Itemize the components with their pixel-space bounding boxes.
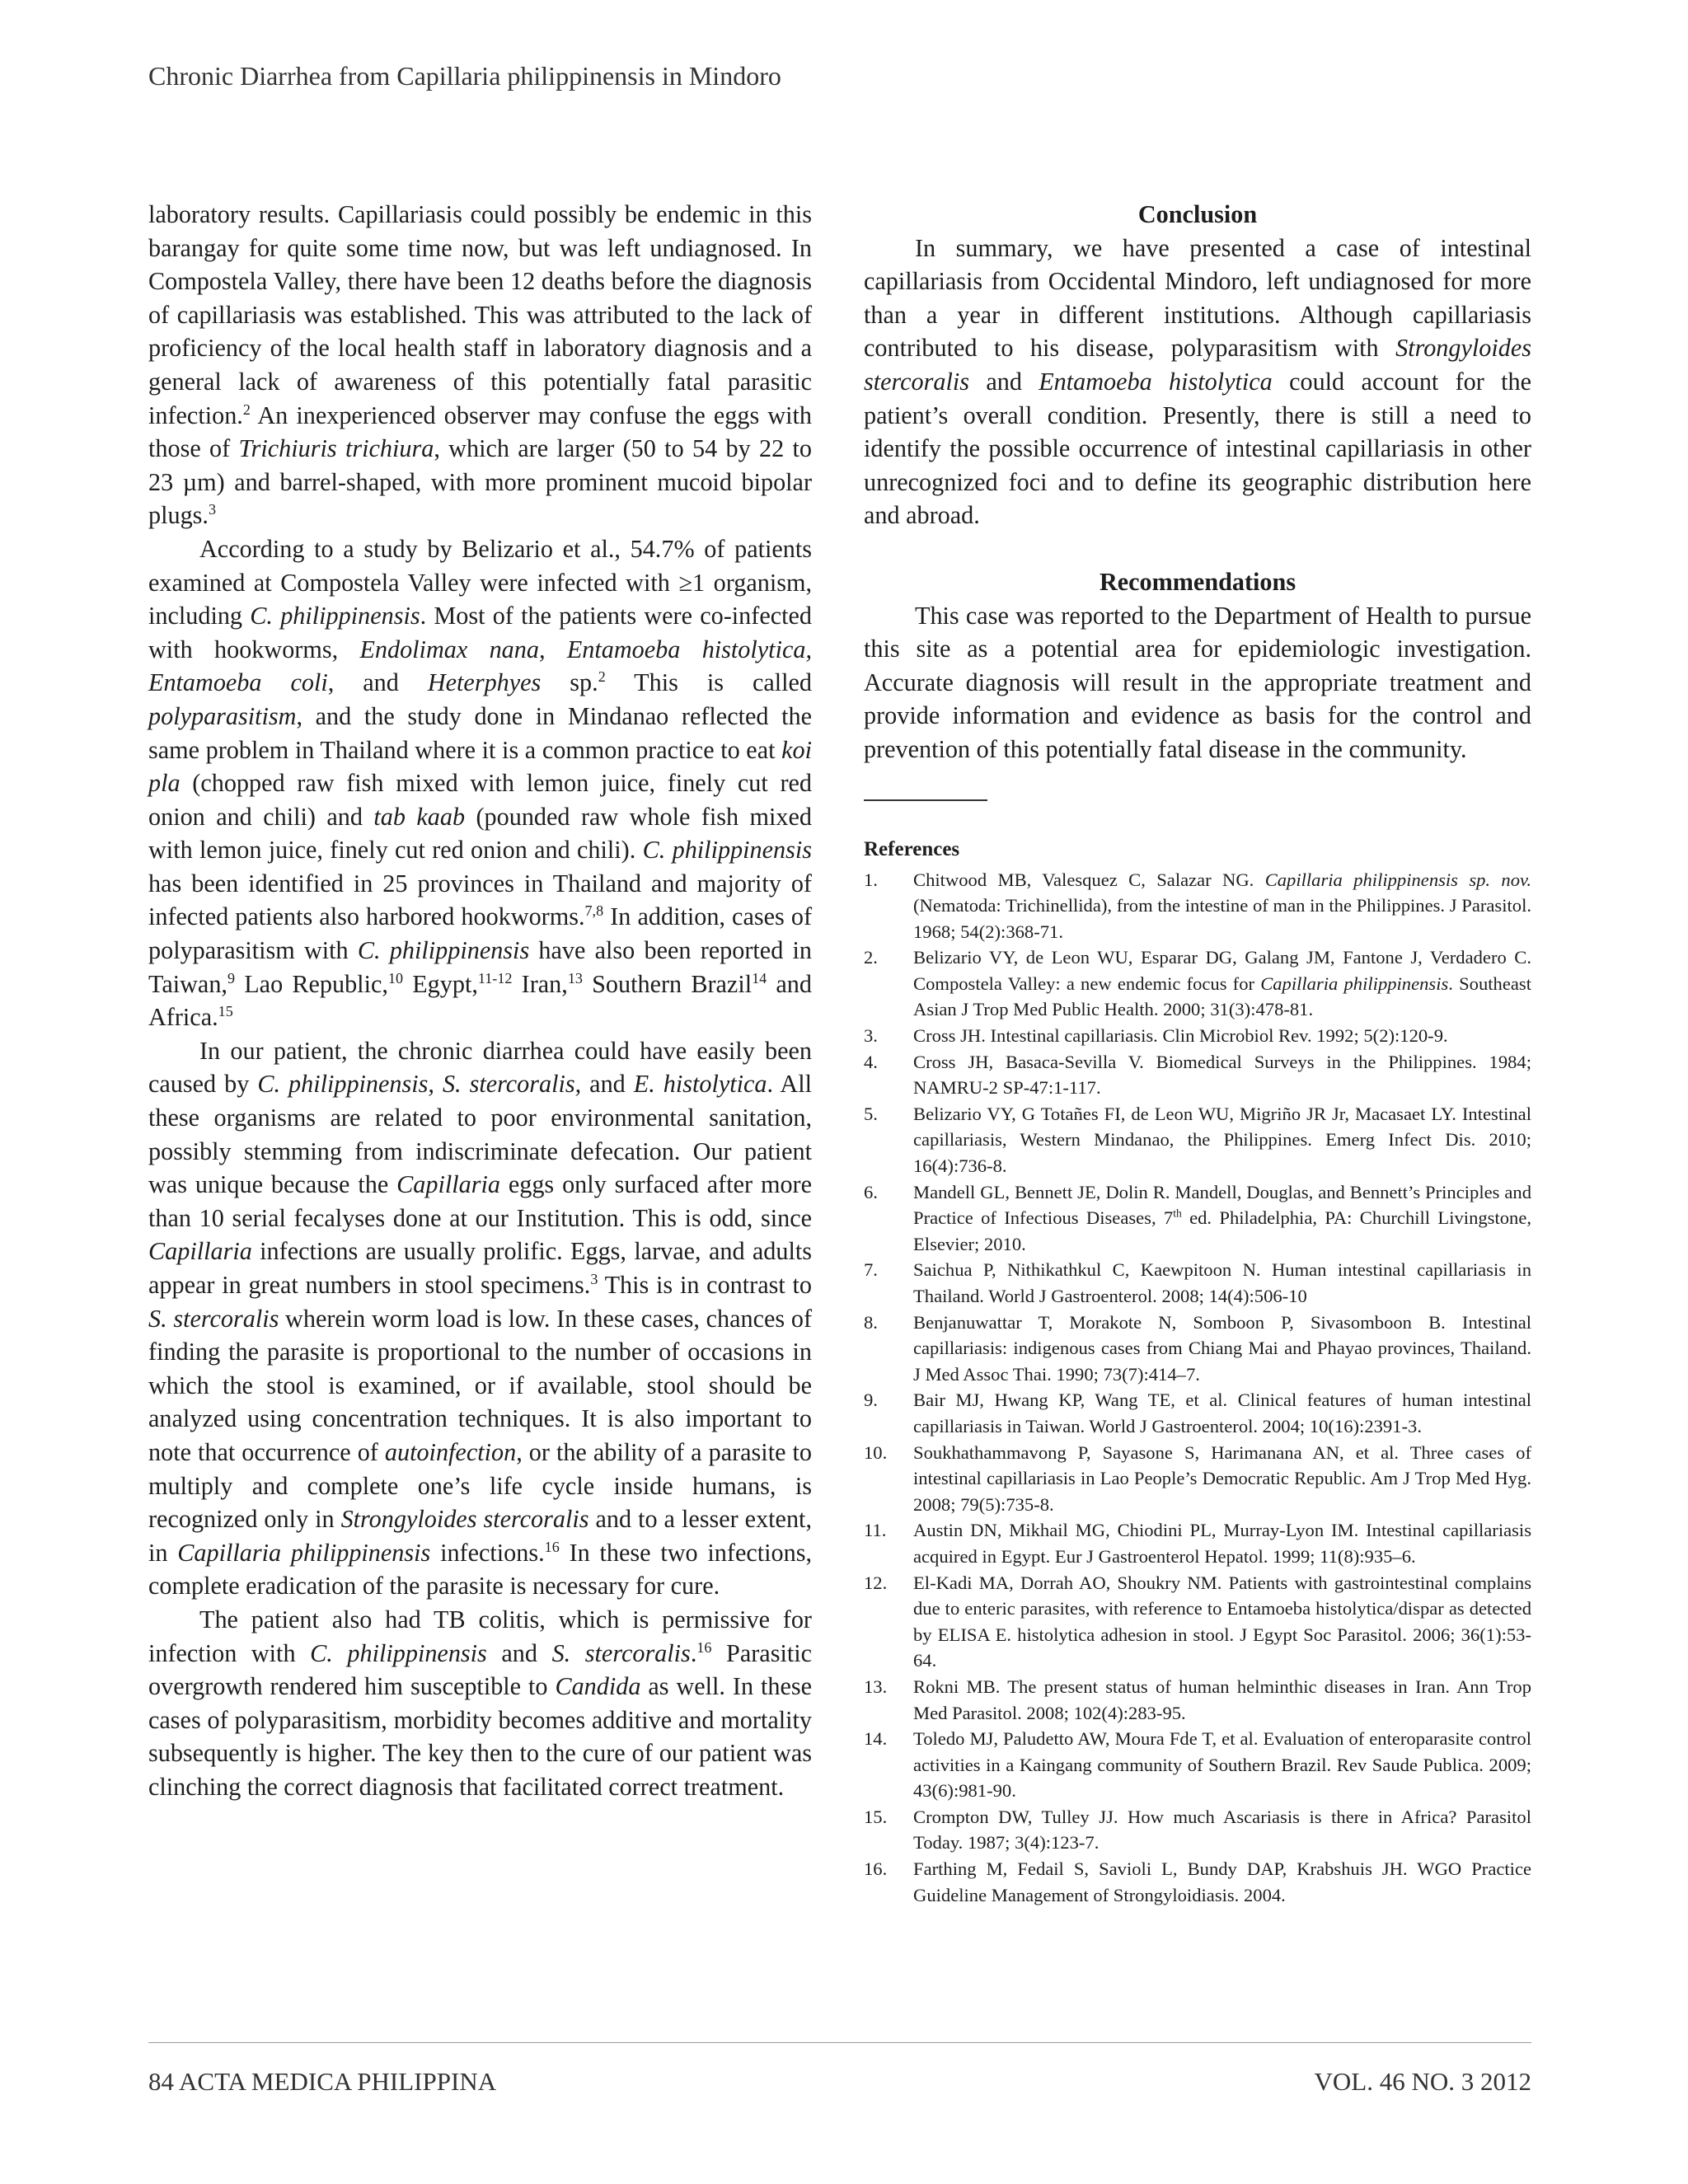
reference-item: 13. Rokni MB. The present status of human helminthic diseases in Iran. Ann Trop Med Parasitol. 2008; 102(4):283-95.: [864, 1674, 1531, 1726]
body-paragraph: The patient also had TB colitis, which is permissive for infection with C. philippinensis and S. stercoralis.$^{16}$ Parasitic overgrowth rendered him susceptible to Candida as well. In these cases of polyparasitism, morbidity becomes additive and mortality subsequently is higher. The key then to the cure of our patient was clinching the correct diagnosis that facilitated correct treatment.: [148, 1605, 812, 1801]
reference-number: 1.: [864, 869, 878, 890]
reference-item: 14. Toledo MJ, Paludetto AW, Moura Fde T, et al. Evaluation of enteroparasite control activities in a Kaingang community of Southern Brazil. Rev Saude Publica. 2009; 43(6):981-90.: [864, 1726, 1531, 1804]
reference-item: 15. Crompton DW, Tulley JJ. How much Ascariasis is there in Africa? Parasitol Today. 1987; 3(4):123-7.: [864, 1804, 1531, 1856]
reference-item: 7. Saichua P, Nithikathkul C, Kaewpitoon N. Human intestinal capillariasis in Thailand. World J Gastroenterol. 2008; 14(4):506-10: [864, 1257, 1531, 1309]
footnote-rule: [864, 799, 987, 801]
reference-number: 2.: [864, 947, 878, 968]
reference-number: 14.: [864, 1728, 888, 1750]
reference-item: 8. Benjanuwattar T, Morakote N, Somboon P, Sivasomboon B. Intestinal capillariasis: indigenous cases from Chiang Mai and Phayao provinces, Thailand. J Med Assoc Thai. 1990; 73(7):414–7.: [864, 1310, 1531, 1388]
reference-item: 12. El-Kadi MA, Dorrah AO, Shoukry NM. Patients with gastrointestinal complains due to enteric parasites, with reference to Entamoeba histolytica/dispar as detected by ELISA E. histolytica adhesion in stool. J Egypt Soc Parasitol. 2006; 36(1):53-64.: [864, 1570, 1531, 1674]
reference-number: 15.: [864, 1806, 888, 1827]
reference-number: 13.: [864, 1675, 888, 1697]
reference-item: 4. Cross JH, Basaca-Sevilla V. Biomedical Surveys in the Philippines. 1984; NAMRU-2 SP-47:1-117.: [864, 1049, 1531, 1101]
reference-item: 10. Soukhathammavong P, Sayasone S, Harimanana AN, et al. Three cases of intestinal capillariasis in Lao People’s Democratic Republic. Am J Trop Med Hyg. 2008; 79(5):735-8.: [864, 1440, 1531, 1518]
reference-item: 9. Bair MJ, Hwang KP, Wang TE, et al. Clinical features of human intestinal capillariasis in Taiwan. World J Gastroenterol. 2004; 10(16):2391-3.: [864, 1387, 1531, 1439]
reference-number: 9.: [864, 1390, 878, 1411]
body-paragraph: In our patient, the chronic diarrhea could have easily been caused by C. philippinensis, S. stercoralis, and E. histolytica. All these organisms are related to poor environmental sanitation, possibly stemming from indiscriminate defecation. Our patient was unique because the Capillaria eggs only surfaced after more than 10 serial fecalyses done at our Institution. This is odd, since Capillaria infections are usually prolific. Eggs, larvae, and adults appear in great numbers in stool specimens.$^3$ This is in contrast to S. stercoralis wherein worm load is low. In these cases, chances of finding the parasite is proportional to the number of occasions in which the stool is examined, or if available, stool should be analyzed using concentration techniques. It is also important to note that occurrence of autoinfection, or the ability of a parasite to multiply and complete one’s life cycle inside humans, is recognized only in Strongyloides stercoralis and to a lesser extent, in Capillaria philippinensis infections.$^{16}$ In these two infections, complete eradication of the parasite is necessary for cure.: [148, 1036, 813, 1601]
reference-item: 11. Austin DN, Mikhail MG, Chiodini PL, Murray-Lyon IM. Intestinal capillariasis acquired in Egypt. Eur J Gastroenterol Hepatol. 1999; 11(8):935–6.: [864, 1517, 1531, 1569]
footer-volume: VOL. 46 NO. 3 2012: [1314, 2067, 1531, 2096]
reference-list: [864, 867, 1531, 1909]
body-paragraph: According to a study by Belizario et al., 54.7% of patients examined at Compostela Valley were infected with ≥1 organism, including C. philippinensis. Most of the patients were co-infected with hookworms, Endolimax nana, Entamoeba histolytica, Entamoeba coli, and Heterphyes sp.$^2$ This is called polyparasitism, and the study done in Mindanao reflected the same problem in Thailand where it is a common practice to eat koi pla (chopped raw fish mixed with lemon juice, finely cut red onion and chili) and tab kaab (pounded raw whole fish mixed with lemon juice, finely cut red onion and chili). C. philippinensis has been identified in 25 provinces in Thailand and majority of infected patients also harbored hookworms.$^{7,8}$ In addition, cases of polyparasitism with C. philippinensis have also been reported in Taiwan,$^9$ Lao Republic,$^{10}$ Egypt,$^{11-12}$ Iran,$^{13}$ Southern Brazil$^{14}$ and Africa.$^{15}$: [148, 534, 813, 1032]
reference-number: 12.: [864, 1572, 888, 1593]
body-paragraph: laboratory results. Capillariasis could possibly be endemic in this barangay for quite some time now, but was left undiagnosed. In Compostela Valley, there have been 12 deaths before the diagnosis of capillariasis was established. This was attributed to the lack of proficiency of the local health staff in laboratory diagnosis and a general lack of awareness of this potentially fatal parasitic infection.$^2$ An inexperienced observer may confuse the eggs with those of Trichiuris trichiura, which are larger (50 to 54 by 22 to 23 µm) and barrel-shaped, with more prominent mucoid bipolar plugs.$^3$: [148, 200, 813, 530]
reference-number: 8.: [864, 1311, 878, 1333]
recommendations-paragraph: This case was reported to the Department of Health to pursue this site as a potential area for epidemiologic investigation. Accurate diagnosis will result in the appropriate treatment and provide information and evidence as basis for the control and prevention of this potentially fatal disease in the community.: [864, 601, 1531, 763]
reference-number: 6.: [864, 1181, 878, 1202]
reference-item: 3. Cross JH. Intestinal capillariasis. Clin Microbiol Rev. 1992; 5(2):120-9.: [864, 1023, 1531, 1049]
reference-item: 2. Belizario VY, de Leon WU, Esparar DG, Galang JM, Fantone J, Verdadero C. Compostela Valley: a new endemic focus for Capillaria philippinensis. Southeast Asian J Trop Med Public Health. 2000; 31(3):478-81.: [864, 944, 1531, 1023]
recommendations-heading: Recommendations: [1099, 567, 1296, 596]
right-column: [864, 198, 1531, 1908]
reference-number: 3.: [864, 1025, 878, 1047]
references-heading: References: [864, 837, 960, 860]
footer-divider: [148, 2042, 1531, 2043]
reference-number: 10.: [864, 1441, 888, 1463]
running-title: Chronic Diarrhea from Capillaria philippinensis in Mindoro: [148, 61, 781, 91]
reference-item: 5. Belizario VY, G Totañes FI, de Leon WU, Migriño JR Jr, Macasaet LY. Intestinal capillariasis, Western Mindanao, the Philippines. Emerg Infect Dis. 2010; 16(4):736-8.: [864, 1101, 1531, 1179]
reference-number: 11.: [864, 1520, 887, 1541]
reference-item: 1. Chitwood MB, Valesquez C, Salazar NG. Capillaria philippinensis sp. nov. (Nematoda: Trichinellida), from the intestine of man in the Philippines. J Parasitol. 1968; 54(2):368-71.: [864, 867, 1531, 945]
reference-number: 16.: [864, 1858, 888, 1880]
conclusion-heading: Conclusion: [1137, 200, 1258, 228]
left-column: [148, 198, 812, 1804]
reference-number: 4.: [864, 1051, 878, 1072]
reference-number: 7.: [864, 1259, 878, 1281]
footer-page-journal: 84 ACTA MEDICA PHILIPPINA: [148, 2067, 497, 2096]
reference-number: 5.: [864, 1103, 878, 1124]
reference-item: 16. Farthing M, Fedail S, Savioli L, Bundy DAP, Krabshuis JH. WGO Practice Guideline Management of Strongyloidiasis. 2004.: [864, 1856, 1531, 1908]
conclusion-paragraph: In summary, we have presented a case of intestinal capillariasis from Occidental Mindoro, left undiagnosed for more than a year in different institutions. Although capillariasis contributed to his disease, polyparasitism with Strongyloides stercoralis and Entamoeba histolytica could account for the patient’s overall condition. Presently, there is still a need to identify the possible occurrence of intestinal capillariasis in other unrecognized foci and to define its geographic distribution here and abroad.: [864, 233, 1531, 530]
reference-item: 6. Mandell GL, Bennett JE, Dolin R. Mandell, Douglas, and Bennett’s Principles and Practice of Infectious Diseases, 7th ed. Philadelphia, PA: Churchill Livingstone, Elsevier; 2010.: [864, 1179, 1531, 1258]
